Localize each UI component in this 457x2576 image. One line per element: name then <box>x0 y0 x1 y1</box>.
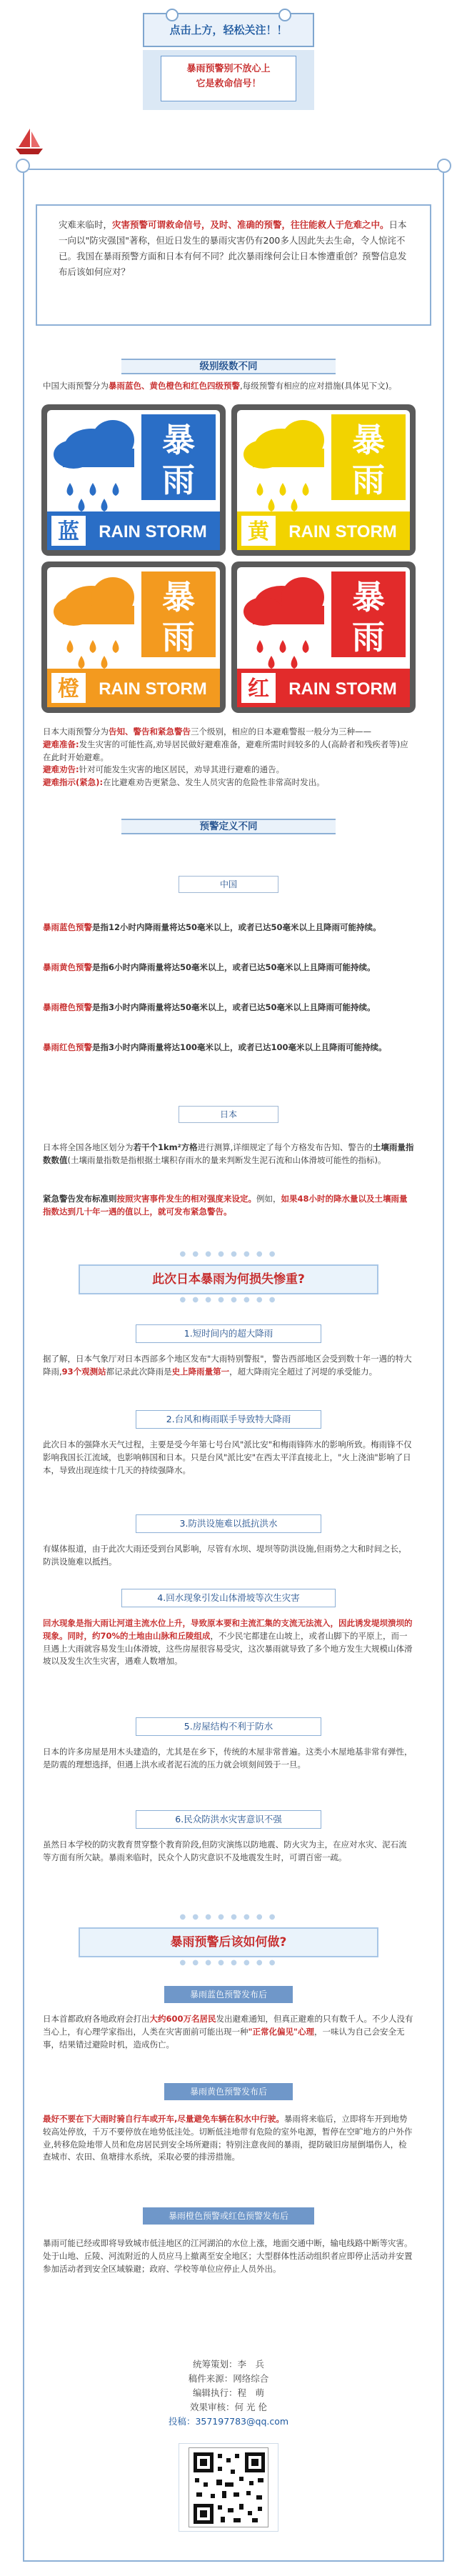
sign-level: 黄 <box>248 519 269 544</box>
reason-4-text: 回水现象是指大雨让河道主流水位上升，导致原本要和主流汇集的支流无法流入，因此诱发堤坝溃坝的现象。同时，约70%的土地由山脉和丘陵组成，不少民宅都建在山坡上，或者山脚下的平原上，而一旦遇上大雨就容易发生山体滑坡，这些房屋很容易受灾，这次暴雨就导致了多个地方发生大规模山体滑坡以及发生次生灾害，遇难人数增加。 <box>43 1618 413 1667</box>
intro-box <box>36 204 431 326</box>
sign-english: RAIN STORM <box>99 679 207 699</box>
blue-warning-text: 日本首都政府各地政府会打出大约600万名居民发出避难通知，但真正避难的只有数千人。不少人没有当心上，有心理学家指出，人类在灾害面前可能出现一种"正常化偏见"心理，一味认为自己会安全无事，结果错过避险时机，造成伤亡。 <box>43 2014 413 2050</box>
warning-sign-3 <box>231 561 416 713</box>
qr-code[interactable] <box>189 2447 268 2527</box>
qr-code-icon <box>189 2448 269 2528</box>
slogan-box <box>161 56 296 101</box>
rainstorm-sign-icon <box>41 404 226 556</box>
reason-6-title: 6.民众防洪水灾害意识不强 <box>136 1810 321 1829</box>
sign-char-2: 雨 <box>162 461 195 499</box>
reason-5-text: 日本的许多房屋是用木头建造的，尤其是在乡下，传统的木屋非常普遍。这类小木屋地基非常有弹性，是防震的理想选择，但遇上洪水或者泥石流的压力就会顷刻间毁于一旦。 <box>43 1747 413 1769</box>
reason-6-text: 虽然日本学校的防灾教育贯穿整个教育阶段,但防灾演练以防地震、防火灾为主，在应对水灾、泥石流等方面有所欠缺。暴雨来临时，民众个人防灾意识不及地震发生时，可谓百密一疏。 <box>43 1839 407 1862</box>
levels-intro: 中国大雨预警分为暴雨蓝色、黄色橙色和红色四级预警,每级预警有相应的应对措施(具体见下文)。 <box>43 381 397 391</box>
sign-level: 红 <box>248 677 269 702</box>
yellow-warning-label: 暴雨黄色预警发布后 <box>164 2083 293 2100</box>
reason-4-title: 4.回水现象引发山体滑坡等次生灾害 <box>121 1589 336 1607</box>
reason-1-text: 据了解，日本气象厅对日本西部多个地区发布"大雨特别警报"，警告西部地区会受到数十年一遇的特大降雨,93个观测站都记录此次降雨是史上降雨量第一，超大降雨完全超过了河堤的承受能力。 <box>43 1354 412 1377</box>
reason-2-text: 此次日本的强降水天气过程，主要是受今年第七号台风"派比安"和梅雨锋阵水的影响所致。梅雨锋不仅影响我国长江流域，也影响韩国和日本。只是台风"派比安"在西太平洋直接北上，"火上浇油"影响了日本，导致出现连续十几天的持续强降水。 <box>43 1439 412 1475</box>
japan-levels-text: 日本大雨预警分为告知、警告和紧急警告三个级别，相应的日本避难警报一般分为三种—— 避难准备:发生灾害的可能性高,劝导居民做好避难准备，避难所需时间较多的人(高龄者和残疾者等)应在此时开始避难。 避难劝告:针对可能发生灾害的地区居民，劝导其进行避难的通告。 避难指示(紧急):在比避难劝告更紧急、发生人员灾害的危险性非常高时发出。 <box>43 727 408 788</box>
sign-char-1: 暴 <box>162 578 195 616</box>
orange-red-warning-label: 暴雨橙色预警或红色预警发布后 <box>143 2207 314 2225</box>
slogan-line2: 它是救命信号！ <box>196 78 261 89</box>
intro-text-a: 灾难来临时， <box>59 219 113 230</box>
credit-source: 稿件来源：网络综合 <box>188 2373 269 2384</box>
section-title-why: 此次日本暴雨为何损失惨重? <box>79 1264 378 1294</box>
intro-text-b: 日本一向以"防灾强国"著称，但近日发生的暴雨灾害仍有200多人因此失去生命，令人惊诧不已。我国在暴雨预警方面和日本有何不同？此次暴雨缘何会让日本惨遭重创？预警信息发布后该如何应对？ <box>59 219 407 277</box>
japan-emergency-definition: 紧急警告发布标准则按照灾害事件发生的相对强度来设定。例如，如果48小时的降水量以及土壤雨量指数达到几十年一遇的值以上，就可发布紧急警告。 <box>43 1194 408 1217</box>
warning-sign-1 <box>231 404 416 556</box>
divider-dots: ● ● ● ● ● ● ● ● <box>179 1296 278 1304</box>
sign-english: RAIN STORM <box>99 522 207 541</box>
sign-char-2: 雨 <box>352 461 385 499</box>
warning-sign-0 <box>41 404 226 556</box>
rainstorm-sign-icon <box>231 561 416 713</box>
sign-level: 橙 <box>58 677 79 702</box>
reason-3-title: 3.防洪设施难以抵抗洪水 <box>136 1514 321 1533</box>
sign-char-1: 暴 <box>162 421 195 459</box>
section-title-definitions: 预警定义不同 <box>121 819 336 834</box>
intro-bold: 灾害预警可谓救命信号，及时、准确的预警，往往能救人于危难之中。 <box>112 219 389 230</box>
sign-english: RAIN STORM <box>288 522 397 541</box>
yellow-warning-text: 最好不要在下大雨时骑自行车或开车,尽量避免车辆在积水中行驶。暴雨将来临后，立即将车开到地势较高处停放，千万不要停放在地势低洼处。切断低洼地带有危险的室外电源，暂停在空旷地方的户外作业,转移危险地带人员和危房居民到安全场所避雨；特别注意夜间的暴雨，提防破旧房屋倒塌伤人，检查城市、农田、鱼塘排水系统，采取必要的排涝措施。 <box>43 2114 413 2162</box>
def-red: 暴雨红色预警是指3小时内降雨量将达100毫米以上，或者已达100毫米以上且降雨可能持续。 <box>43 1042 387 1052</box>
follow-prompt[interactable]: 点击上方，轻松关注！！ <box>143 13 314 47</box>
label-china: 中国 <box>179 876 278 893</box>
credit-editor: 编辑执行：程 萌 <box>192 2387 264 2398</box>
frame-ring-left <box>16 159 30 173</box>
reason-5-title: 5.房屋结构不利于防水 <box>136 1717 321 1736</box>
divider-dots: ● ● ● ● ● ● ● ● <box>179 1913 278 1921</box>
slogan-line1: 暴雨预警别不放心上 <box>186 64 271 74</box>
rainstorm-sign-icon <box>41 561 226 713</box>
rainstorm-sign-icon <box>231 404 416 556</box>
credit-reviewer: 效果审核：何 光 伦 <box>190 2402 267 2412</box>
credit-submission-email[interactable]: 投稿：357197783@qq.com <box>168 2416 289 2427</box>
section-title-levels: 级别级数不同 <box>121 359 336 374</box>
credit-planner: 统筹策划：李 兵 <box>192 2359 264 2370</box>
sign-char-1: 暴 <box>352 421 385 459</box>
reason-3-text: 有媒体报道，由于此次大雨还受到台风影响，尽管有水坝、堤坝等防洪设施,但雨势之大和时间之长，防洪设施难以抵挡。 <box>43 1544 407 1567</box>
sailboat-icon <box>13 126 46 159</box>
warning-sign-2 <box>41 561 226 713</box>
reason-1-title: 1.短时间内的超大降雨 <box>136 1324 321 1343</box>
sign-english: RAIN STORM <box>288 679 397 699</box>
frame-ring-right <box>437 159 451 173</box>
def-yellow: 暴雨黄色预警是指6小时内降雨量将达50毫米以上，或者已达50毫米以上且降雨可能持续。 <box>43 962 376 972</box>
orange-red-warning-text: 暴雨可能已经或即将导致城市低洼地区的江河湖泊的水位上涨，地面交通中断，输电线路中断等灾害。处于山地、丘陵、河流附近的人员应马上撤离至安全地区；大型群体性活动组织者应即停止活动并安置参加活动者到安全区域躲避；政府、学校等单位应停止人员外出。 <box>43 2238 413 2274</box>
label-japan: 日本 <box>179 1106 278 1123</box>
reason-2-title: 2.台风和梅雨联手导致特大降雨 <box>136 1410 321 1429</box>
divider-dots: ● ● ● ● ● ● ● ● <box>179 1959 278 1967</box>
sign-char-2: 雨 <box>352 618 385 657</box>
sign-level: 蓝 <box>58 519 79 544</box>
blue-warning-label: 暴雨蓝色预警发布后 <box>164 1986 293 2003</box>
def-blue: 暴雨蓝色预警是指12小时内降雨量将达50毫米以上，或者已达50毫米以上且降雨可能持续。 <box>43 922 381 932</box>
credits <box>0 2357 457 2429</box>
sign-char-2: 雨 <box>162 618 195 657</box>
section-title-what-to-do: 暴雨预警后该如何做? <box>79 1927 378 1957</box>
divider-dots: ● ● ● ● ● ● ● ● <box>179 1250 278 1258</box>
sign-char-1: 暴 <box>352 578 385 616</box>
def-orange: 暴雨橙色预警是指3小时内降雨量将达50毫米以上，或者已达50毫米以上且降雨可能持续。 <box>43 1002 376 1012</box>
japan-definition: 日本将全国各地区划分为若干个1km²方格进行测算,详细规定了每个方格发布告知、警告的土壤雨量指数数值(土壤雨量指数是指根据土壤积存雨水的量来判断发生泥石流和山体滑坡可能性的指标)。 <box>43 1142 414 1165</box>
